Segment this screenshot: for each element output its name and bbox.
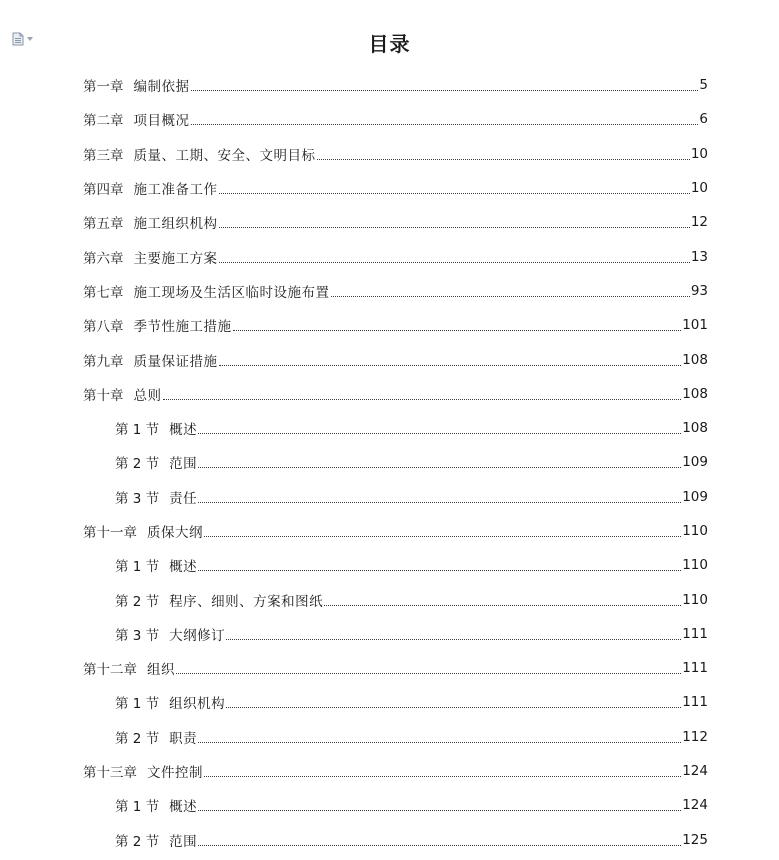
toc-entry-page: 111 bbox=[682, 660, 708, 677]
toc-entry-number: 第六章 bbox=[83, 250, 124, 267]
toc-dot-leader bbox=[226, 638, 681, 640]
toc-dot-leader bbox=[198, 501, 681, 503]
toc-entry-number: 第 2 节 bbox=[115, 833, 160, 850]
toc-section-entry[interactable] bbox=[83, 788, 708, 822]
toc-entry-number: 第三章 bbox=[83, 147, 124, 164]
toc-entry-number: 第十一章 bbox=[83, 525, 137, 541]
toc-entry-title: 职责 bbox=[169, 730, 198, 747]
toc-entry-page: 111 bbox=[682, 694, 708, 711]
toc-entry-title: 大纲修订 bbox=[169, 627, 226, 644]
toc-dot-leader bbox=[198, 844, 681, 846]
toc-entry-title: 主要施工方案 bbox=[133, 250, 218, 267]
table-of-contents bbox=[83, 68, 708, 857]
toc-entry-page: 109 bbox=[682, 488, 708, 505]
toc-entry-number: 第 1 节 bbox=[115, 799, 160, 816]
toc-section-entry[interactable] bbox=[83, 582, 708, 616]
toc-entry-number: 第 3 节 bbox=[115, 490, 160, 507]
toc-entry-page: 124 bbox=[682, 797, 708, 814]
toc-section-entry[interactable] bbox=[83, 823, 708, 857]
page-title: 目录 bbox=[368, 32, 411, 56]
toc-dot-leader bbox=[176, 672, 681, 674]
toc-dot-leader bbox=[198, 466, 681, 468]
toc-section-entry[interactable] bbox=[83, 548, 708, 582]
toc-entry-title: 施工现场及生活区临时设施布置 bbox=[133, 284, 330, 301]
toc-dot-leader bbox=[233, 329, 682, 331]
toc-section-entry[interactable] bbox=[83, 480, 708, 514]
toc-section-entry[interactable] bbox=[83, 685, 708, 719]
toc-entry-title: 质量、工期、安全、文明目标 bbox=[133, 147, 316, 164]
toc-chapter-entry[interactable] bbox=[83, 68, 708, 102]
toc-section-entry[interactable] bbox=[83, 411, 708, 445]
toc-entry-page: 13 bbox=[690, 248, 708, 265]
toc-dot-leader bbox=[226, 706, 681, 708]
toc-entry-page: 6 bbox=[699, 111, 708, 128]
toc-entry-number: 第十章 bbox=[83, 387, 124, 404]
toc-chapter-entry[interactable] bbox=[83, 239, 708, 273]
toc-entry-page: 12 bbox=[690, 214, 708, 231]
toc-entry-title: 质量保证措施 bbox=[133, 353, 218, 370]
toc-entry-number: 第八章 bbox=[83, 319, 124, 336]
toc-entry-page: 110 bbox=[682, 557, 708, 574]
toc-entry-title: 季节性施工措施 bbox=[133, 319, 232, 336]
toc-entry-number: 第 1 节 bbox=[115, 422, 160, 439]
toc-chapter-entry[interactable] bbox=[83, 205, 708, 239]
toc-dot-leader bbox=[219, 364, 682, 366]
toc-dot-leader bbox=[198, 741, 681, 743]
toc-entry-number: 第十二章 bbox=[83, 662, 137, 679]
toc-entry-page: 110 bbox=[682, 591, 708, 608]
toc-entry-number: 第 1 节 bbox=[115, 559, 160, 576]
toc-chapter-entry[interactable] bbox=[83, 651, 708, 685]
toc-entry-page: 10 bbox=[690, 180, 708, 197]
toc-dot-leader bbox=[324, 604, 681, 606]
toc-dot-leader bbox=[317, 158, 690, 160]
toc-entry-title: 概述 bbox=[169, 559, 198, 576]
toc-entry-title: 程序、细则、方案和图纸 bbox=[169, 593, 324, 610]
toc-entry-title: 概述 bbox=[169, 799, 198, 816]
toc-entry-number: 第 1 节 bbox=[115, 696, 160, 713]
toc-entry-number: 第 2 节 bbox=[115, 730, 160, 747]
toc-dot-leader bbox=[191, 89, 699, 91]
toc-chapter-entry[interactable] bbox=[83, 308, 708, 342]
toc-dot-leader bbox=[198, 432, 681, 434]
toc-entry-page: 93 bbox=[690, 282, 708, 299]
toc-dot-leader bbox=[191, 123, 699, 125]
toc-entry-page: 112 bbox=[682, 728, 708, 745]
toc-chapter-entry[interactable] bbox=[83, 377, 708, 411]
toc-entry-title: 范围 bbox=[169, 833, 198, 850]
toc-entry-title: 编制依据 bbox=[133, 79, 190, 96]
toc-entry-title: 施工组织机构 bbox=[133, 216, 218, 233]
toc-entry-page: 108 bbox=[682, 351, 708, 368]
toc-entry-number: 第十三章 bbox=[83, 765, 137, 782]
toc-entry-title: 组织 bbox=[147, 662, 175, 679]
toc-dot-leader bbox=[331, 295, 690, 297]
toc-entry-number: 第四章 bbox=[83, 182, 124, 199]
toc-entry-title: 总则 bbox=[133, 387, 162, 404]
toc-entry-page: 109 bbox=[682, 454, 708, 471]
toc-entry-page: 110 bbox=[682, 523, 708, 539]
toc-section-entry[interactable] bbox=[83, 720, 708, 754]
toc-entry-title: 责任 bbox=[169, 490, 198, 507]
toc-section-entry[interactable] bbox=[83, 617, 708, 651]
toc-dot-leader bbox=[204, 775, 681, 777]
toc-entry-title: 文件控制 bbox=[147, 765, 203, 782]
toc-entry-number: 第五章 bbox=[83, 216, 124, 233]
toc-entry-page: 101 bbox=[682, 317, 708, 334]
toc-chapter-entry[interactable] bbox=[83, 102, 708, 136]
toc-entry-title: 概述 bbox=[169, 422, 198, 439]
toc-dot-leader bbox=[198, 569, 681, 571]
toc-entry-title: 质保大纲 bbox=[147, 525, 203, 541]
toc-entry-title: 项目概况 bbox=[133, 113, 190, 130]
toc-entry-number: 第 3 节 bbox=[115, 627, 160, 644]
toc-entry-number: 第一章 bbox=[83, 79, 124, 96]
toc-chapter-entry[interactable] bbox=[83, 274, 708, 308]
toc-dot-leader bbox=[219, 192, 690, 194]
toc-entry-number: 第 2 节 bbox=[115, 456, 160, 473]
toc-entry-title: 组织机构 bbox=[169, 696, 226, 713]
toc-entry-page: 125 bbox=[682, 831, 708, 848]
toc-entry-page: 5 bbox=[699, 77, 708, 94]
toc-dot-leader bbox=[219, 261, 690, 263]
toc-entry-number: 第七章 bbox=[83, 284, 124, 301]
toc-entry-page: 108 bbox=[682, 420, 708, 437]
toc-dot-leader bbox=[219, 226, 690, 228]
toc-dot-leader bbox=[163, 398, 682, 400]
toc-dot-leader bbox=[204, 535, 681, 537]
toc-entry-number: 第 2 节 bbox=[115, 593, 160, 610]
toc-entry-number: 第九章 bbox=[83, 353, 124, 370]
toc-dot-leader bbox=[198, 809, 681, 811]
toc-entry-title: 范围 bbox=[169, 456, 198, 473]
toc-chapter-entry[interactable] bbox=[83, 342, 708, 376]
toc-entry-page: 10 bbox=[690, 145, 708, 162]
toc-chapter-entry[interactable] bbox=[83, 514, 708, 548]
toc-chapter-entry[interactable] bbox=[83, 171, 708, 205]
toc-entry-title: 施工准备工作 bbox=[133, 182, 218, 199]
toc-chapter-entry[interactable] bbox=[83, 137, 708, 171]
toc-entry-page: 111 bbox=[682, 625, 708, 642]
toc-entry-number: 第二章 bbox=[83, 113, 124, 130]
toc-entry-page: 124 bbox=[682, 763, 708, 780]
toc-chapter-entry[interactable] bbox=[83, 754, 708, 788]
toc-section-entry[interactable] bbox=[83, 445, 708, 479]
toc-entry-page: 108 bbox=[682, 385, 708, 402]
